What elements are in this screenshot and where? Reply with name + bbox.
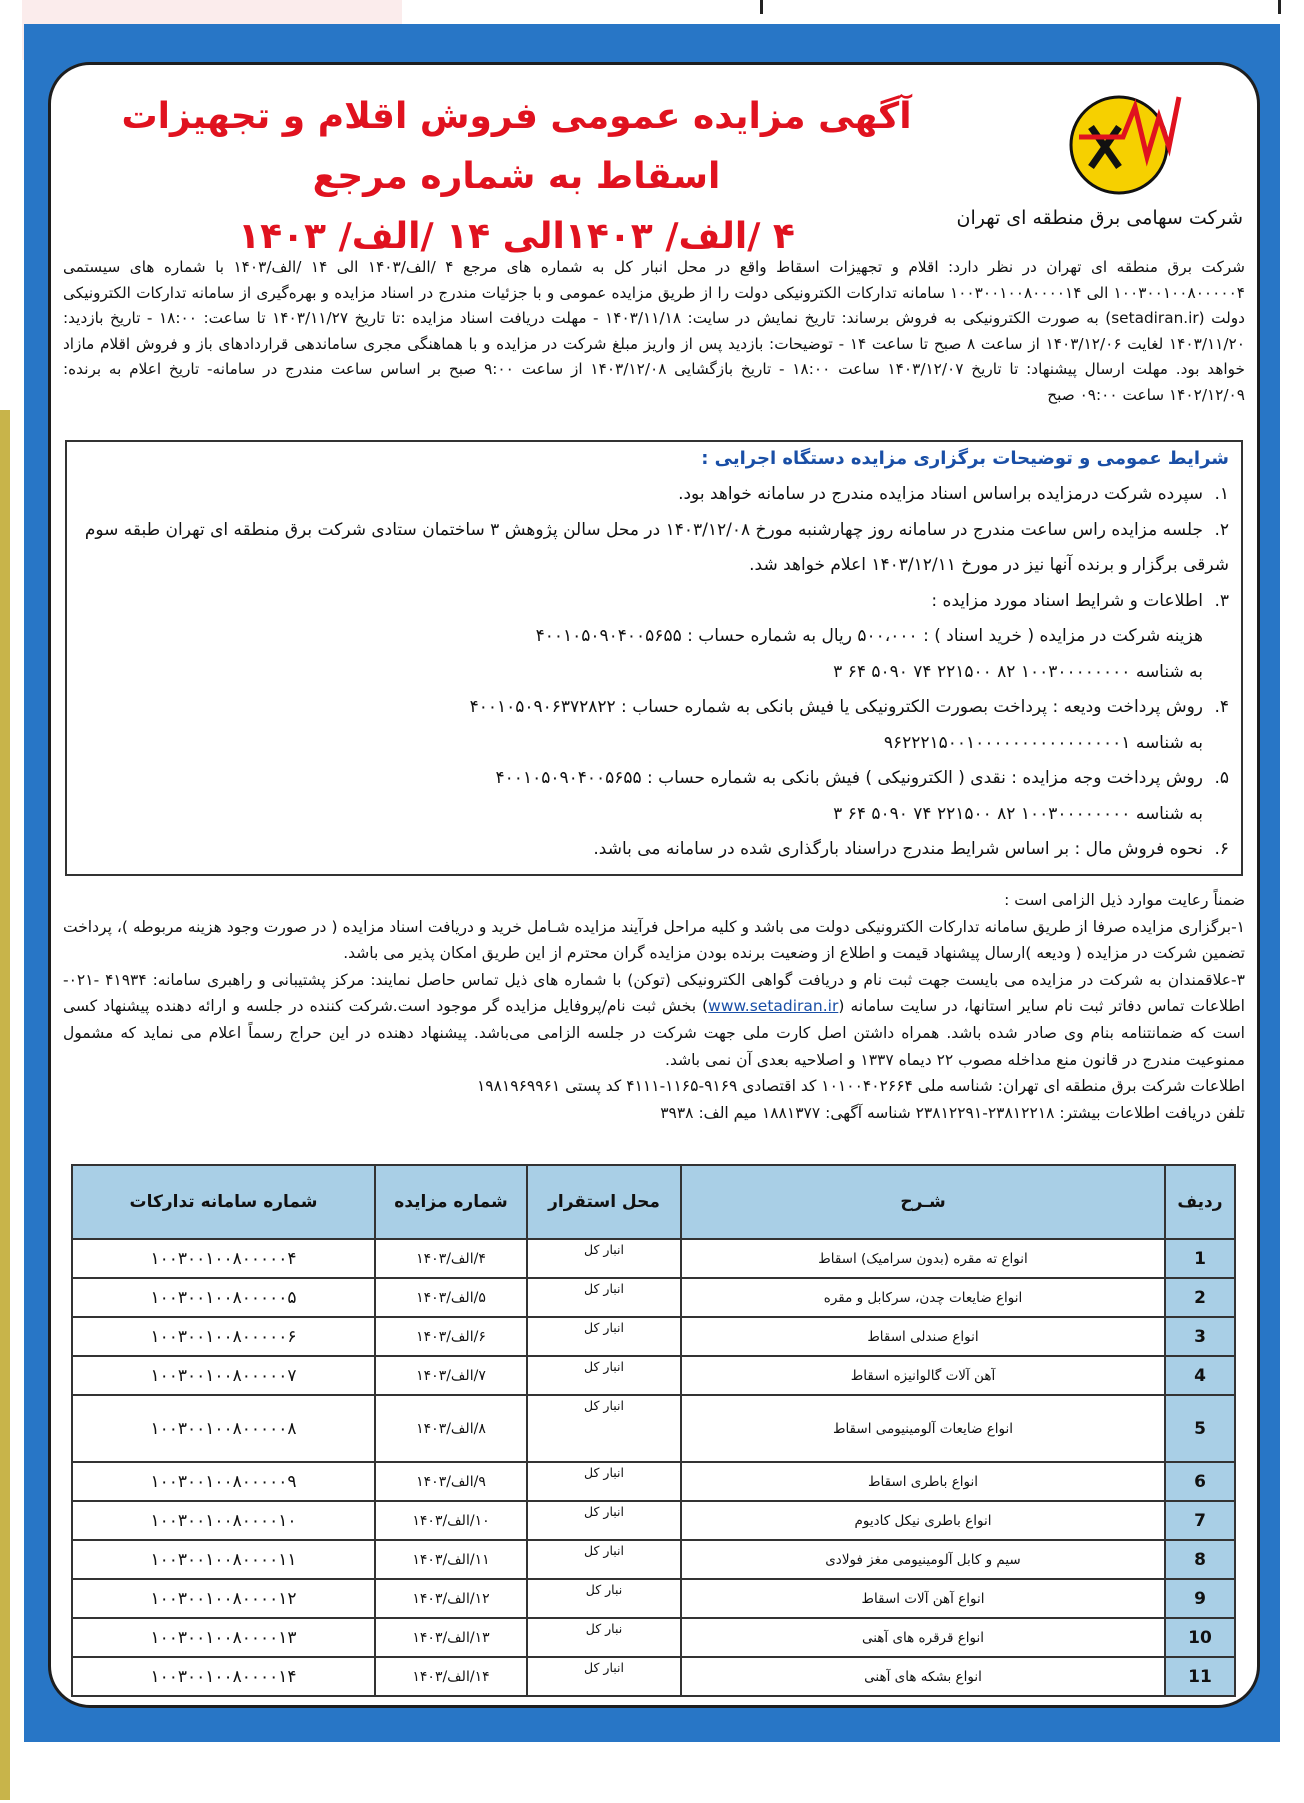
top-tick-mark — [760, 0, 763, 14]
row-description: انواع بشکه های آهنی — [681, 1657, 1165, 1696]
row-location: انبار کل — [527, 1395, 681, 1462]
row-index: 7 — [1165, 1501, 1235, 1540]
row-index: 4 — [1165, 1356, 1235, 1395]
notes-item-3 — [63, 967, 1245, 1073]
row-index: 3 — [1165, 1317, 1235, 1356]
row-setad-number: ۱۰۰۳۰۰۱۰۰۸۰۰۰۰۰۴ — [72, 1239, 375, 1278]
term-item — [79, 513, 1229, 584]
row-index: 8 — [1165, 1540, 1235, 1579]
table-row — [72, 1317, 1235, 1356]
ad-card — [48, 62, 1260, 1708]
term-item — [79, 584, 1229, 620]
row-location: انبار کل — [527, 1462, 681, 1501]
row-auction-number: ۶/الف/۱۴۰۳ — [375, 1317, 527, 1356]
term-number: ۲. — [1214, 519, 1229, 540]
term-number: ۱. — [1214, 484, 1229, 504]
row-auction-number: ۱۳/الف/۱۴۰۳ — [375, 1618, 527, 1657]
table-row — [72, 1278, 1235, 1317]
row-auction-number: ۱۰/الف/۱۴۰۳ — [375, 1501, 527, 1540]
ad-title — [91, 87, 942, 267]
setadiran-link[interactable]: www.setadiran.ir — [708, 997, 839, 1016]
header-description: شـرح — [681, 1165, 1165, 1239]
term-text: سپرده شرکت درمزایده براساس اسناد مزایده مندرج در سامانه خواهد بود. — [678, 484, 1203, 504]
row-setad-number: ۱۰۰۳۰۰۱۰۰۸۰۰۰۰۱۱ — [72, 1540, 375, 1579]
row-description: انواع ته مقره (بدون سرامیک) اسقاط — [681, 1239, 1165, 1278]
table-body — [72, 1239, 1235, 1696]
notes-section — [63, 887, 1245, 1126]
row-location: انبار کل — [527, 1540, 681, 1579]
notes-item-3-end: ) بخش ثبت نام/پروفایل مزایده گر موجود است.شرکت کننده در جلسه و ارائه دهنده پیشنهاد کسی است که ضمانتنامه بنام وی صادر شده باشد. همراه داشتن اصل کارت ملی جهت شرکت در جلسه الزامی می‌باشد. پیشنهاد دهنده در این حراج رسماً اعلام می نماید که مشمول ممنوعیت مندرج در قانون منع مداخله مصوب ۲۲ دیماه ۱۳۳۷ و اصلاحیه بعدی آن نمی باشد. — [63, 997, 1245, 1069]
table-row — [72, 1462, 1235, 1501]
term-item — [79, 761, 1229, 797]
row-index: 2 — [1165, 1278, 1235, 1317]
row-auction-number: ۴/الف/۱۴۰۳ — [375, 1239, 527, 1278]
row-setad-number: ۱۰۰۳۰۰۱۰۰۸۰۰۰۰۱۰ — [72, 1501, 375, 1540]
term-text: روش پرداخت وجه مزایده : نقدی ( الکترونیکی ) فیش بانکی به شماره حساب : ۴۰۰۱۰۵۰۹۰۴۰۰۵۶۵۵ — [495, 768, 1203, 788]
table-row — [72, 1579, 1235, 1618]
row-description: آهن آلات گالوانیزه اسقاط — [681, 1356, 1165, 1395]
left-gold-bar — [0, 410, 10, 1800]
top-tick-mark — [1278, 0, 1281, 14]
row-index: 1 — [1165, 1239, 1235, 1278]
row-description: انواع ضایعات چدن، سرکابل و مقره — [681, 1278, 1165, 1317]
table-header-row — [72, 1165, 1235, 1239]
row-auction-number: ۵/الف/۱۴۰۳ — [375, 1278, 527, 1317]
term-3-fee: هزینه شرکت در مزایده ( خرید اسناد ) : ۵۰۰،۰۰۰ ریال به شماره حساب : ۴۰۰۱۰۵۰۹۰۴۰۰۵۶۵۵ — [535, 626, 1203, 646]
table-row — [72, 1540, 1235, 1579]
term-item — [79, 690, 1229, 726]
ad-title-line-1: آگهی مزایده عمومی فروش اقلام و تجهیزات اسقاط به شماره مرجع — [121, 96, 912, 197]
row-setad-number: ۱۰۰۳۰۰۱۰۰۸۰۰۰۰۰۸ — [72, 1395, 375, 1462]
row-setad-number: ۱۰۰۳۰۰۱۰۰۸۰۰۰۰۰۹ — [72, 1462, 375, 1501]
terms-box — [65, 440, 1243, 876]
row-location: نبار کل — [527, 1618, 681, 1657]
row-setad-number: ۱۰۰۳۰۰۱۰۰۸۰۰۰۰۰۷ — [72, 1356, 375, 1395]
row-setad-number: ۱۰۰۳۰۰۱۰۰۸۰۰۰۰۰۵ — [72, 1278, 375, 1317]
table-row — [72, 1239, 1235, 1278]
row-description: سیم و کابل آلومینیومی مغز فولادی — [681, 1540, 1165, 1579]
row-location: انبار کل — [527, 1501, 681, 1540]
row-location: انبار کل — [527, 1356, 681, 1395]
intro-paragraph: شرکت برق منطقه ای تهران در نظر دارد: اقلام و تجهیزات اسقاط واقع در محل انبار کل به شماره های مرجع ۴ /الف/۱۴۰۳ الی ۱۴ /الف/۱۴۰۳ با شماره های سیستمی ۱۰۰۳۰۰۱۰۰۸۰۰۰۰۰۴ الی ۱۰۰۳۰۰۱۰۰۸۰۰۰۰۱۴ سامانه تدارکات الکترونیکی دولت را از طریق مزایده عمومی و با جزئیات مندرج در اسناد مزایده و بهره‌گیری از سامانه تدارکات الکترونیکی دولت (setadiran.ir) به صورت الکترونیکی به فروش برساند: تاریخ نمایش در سایت: ۱۴۰۳/۱۱/۱۸ - مهلت دریافت اسناد مزایده :تا تاریخ ۱۴۰۳/۱۱/۲۷ تا ساعت: ۱۸:۰۰ - تاریخ بازدید: ۱۴۰۳/۱۱/۲۰ لغایت ۱۴۰۳/۱۲/۰۶ از ساعت ۸ صبح تا ساعت ۱۴ - توضیحات: بازدید پس از واریز مبلغ شرکت در مزایده و با هماهنگی مجری ساماندهی قراردادهای باز و فروش اقلام مازاد خواهد بود. مهلت ارسال پیشنهاد: تا تاریخ ۱۴۰۳/۱۲/۰۷ ساعت ۱۸:۰۰ - تاریخ بازگشایی ۱۴۰۳/۱۲/۰۸ از ساعت ۹:۰۰ صبح بر اساس ساعت مندرج در سامانه- تاریخ اعلام به برنده: ۱۴۰۲/۱۲/۰۹ ساعت ۰۹:۰۰ صبح — [63, 258, 1246, 404]
company-name: شرکت سهامی برق منطقه ای تهران — [956, 207, 1243, 229]
row-index: 11 — [1165, 1657, 1235, 1696]
table-row — [72, 1501, 1235, 1540]
header-index: ردیف — [1165, 1165, 1235, 1239]
row-setad-number: ۱۰۰۳۰۰۱۰۰۸۰۰۰۰۱۲ — [72, 1579, 375, 1618]
row-location: انبار کل — [527, 1317, 681, 1356]
row-description: انواع ضایعات آلومینیومی اسقاط — [681, 1395, 1165, 1462]
row-auction-number: ۱۴/الف/۱۴۰۳ — [375, 1657, 527, 1696]
term-item — [79, 477, 1229, 513]
notes-item-1: ۱-برگزاری مزایده صرفا از طریق سامانه تدارکات الکترونیکی دولت می باشد و کلیه مراحل فرآیند مزایده شـامل خرید و دریافت اسناد مزایده ( در صورت وجود هزینه مربوطه )، پرداخت تضمین شرکت در مزایده ( ودیعه )ارسال پیشنهاد قیمت و اطلاع از وضعیت برنده بودن مزایده گران محترم از این طریق امکان پذیر می باشد. — [63, 917, 1245, 963]
term-number: ۴. — [1214, 697, 1229, 717]
row-description: انواع باطری اسقاط — [681, 1462, 1165, 1501]
term-text: اطلاعات و شرایط اسناد مورد مزایده : — [931, 590, 1203, 611]
table-row — [72, 1618, 1235, 1657]
term-number: ۶. — [1214, 839, 1229, 859]
terms-heading: شرایط عمومی و توضیحات برگزاری مزایده دستگاه اجرایی : — [701, 448, 1229, 469]
header-location: محل استقرار — [527, 1165, 681, 1239]
company-info: اطلاعات شرکت برق منطقه ای تهران: شناسه ملی ۱۰۱۰۰۴۰۲۶۶۴ کد اقتصادی ۹۱۶۹-۱۱۶۵-۴۱۱۱ کد پستی ۱۹۸۱۹۶۹۹۶۱ — [476, 1077, 1245, 1096]
term-text: نحوه فروش مال : بر اساس شرایط مندرج دراسناد بارگذاری شده در سامانه می باشد. — [593, 839, 1203, 859]
row-location: انبار کل — [527, 1657, 681, 1696]
table-row — [72, 1657, 1235, 1696]
term-5-id: به شناسه ۱۰۰۳۰۰۰۰۰۰۰۰ ۸۲ ۲۲۱۵۰۰ ۷۴ ۵۰۹۰ ۶۴ ۳ — [833, 803, 1203, 824]
term-number: ۳. — [1214, 590, 1229, 611]
header-setad-number: شماره سامانه تدارکات — [72, 1165, 375, 1239]
row-auction-number: ۱۱/الف/۱۴۰۳ — [375, 1540, 527, 1579]
term-item — [79, 832, 1229, 868]
row-index: 5 — [1165, 1395, 1235, 1462]
notes-item-3-start: ۳-علاقمندان به شرکت در مزایده می بایست جهت ثبت نام و دریافت گواهی الکترونیکی (توکن) با شماره های ذیل تماس حاصل نمایند: مرکز پشتیبانی و راهبری سامانه: ۴۱۹۳۴ -۰۲۱- اطلاعات تماس دفاتر ثبت نام سایر استانها، در سایت سامانه ( — [63, 970, 1245, 1016]
row-description: انواع صندلی اسقاط — [681, 1317, 1165, 1356]
header-auction-number: شماره مزایده — [375, 1165, 527, 1239]
ad-title-line-2: ۴ /الف/ ۱۴۰۳الی ۱۴ /الف/ ۱۴۰۳ — [238, 216, 795, 257]
row-description: انواع باطری نیکل کادیوم — [681, 1501, 1165, 1540]
row-description: انواع قرقره های آهنی — [681, 1618, 1165, 1657]
notes-intro: ضمناً رعایت موارد ذیل الزامی است : — [1004, 891, 1245, 909]
row-location: انبار کل — [527, 1239, 681, 1278]
term-4-id: به شناسه ۹۶۲۲۲۱۵۰۰۱۰۰۰۰۰۰۰۰۰۰۰۰۰۰۰۰۱ — [883, 732, 1203, 753]
term-text: جلسه مزایده راس ساعت مندرج در سامانه روز چهارشنبه مورخ ۱۴۰۳/۱۲/۰۸ در محل سالن پژوهش ۳ ساختمان ستادی شرکت برق منطقه ای تهران طبقه سوم شرقی برگزار و برنده آنها نیز در مورخ ۱۴۰۳/۱۲/۱۱ اعلام خواهد شد. — [84, 519, 1229, 575]
row-setad-number: ۱۰۰۳۰۰۱۰۰۸۰۰۰۰۱۳ — [72, 1618, 375, 1657]
contact-info: تلفن دریافت اطلاعات بیشتر: ۲۳۸۱۲۲۱۸-۲۳۸۱۲۲۹۱ شناسه آگهی: ۱۸۸۱۳۷۷ میم الف: ۳۹۳۸ — [660, 1103, 1245, 1122]
row-setad-number: ۱۰۰۳۰۰۱۰۰۸۰۰۰۰۱۴ — [72, 1657, 375, 1696]
table-row — [72, 1395, 1235, 1462]
row-index: 10 — [1165, 1618, 1235, 1657]
row-location: انبار کل — [527, 1278, 681, 1317]
row-index: 9 — [1165, 1579, 1235, 1618]
term-3-id: به شناسه ۱۰۰۳۰۰۰۰۰۰۰۰ ۸۲ ۲۲۱۵۰۰ ۷۴ ۵۰۹۰ ۶۴ ۳ — [833, 661, 1203, 682]
row-auction-number: ۱۲/الف/۱۴۰۳ — [375, 1579, 527, 1618]
term-number: ۵. — [1214, 768, 1229, 788]
term-text: روش پرداخت ودیعه : پرداخت بصورت الکترونیکی یا فیش بانکی به شماره حساب : ۴۰۰۱۰۵۰۹۰۶۳۷۲۸۲۲ — [469, 697, 1203, 717]
row-index: 6 — [1165, 1462, 1235, 1501]
table-row — [72, 1356, 1235, 1395]
row-auction-number: ۹/الف/۱۴۰۳ — [375, 1462, 527, 1501]
row-auction-number: ۸/الف/۱۴۰۳ — [375, 1395, 527, 1462]
row-setad-number: ۱۰۰۳۰۰۱۰۰۸۰۰۰۰۰۶ — [72, 1317, 375, 1356]
row-location: نبار کل — [527, 1579, 681, 1618]
items-table — [71, 1164, 1236, 1697]
electric-utility-logo-icon — [1057, 87, 1197, 197]
row-auction-number: ۷/الف/۱۴۰۳ — [375, 1356, 527, 1395]
row-description: انواع آهن آلات اسقاط — [681, 1579, 1165, 1618]
